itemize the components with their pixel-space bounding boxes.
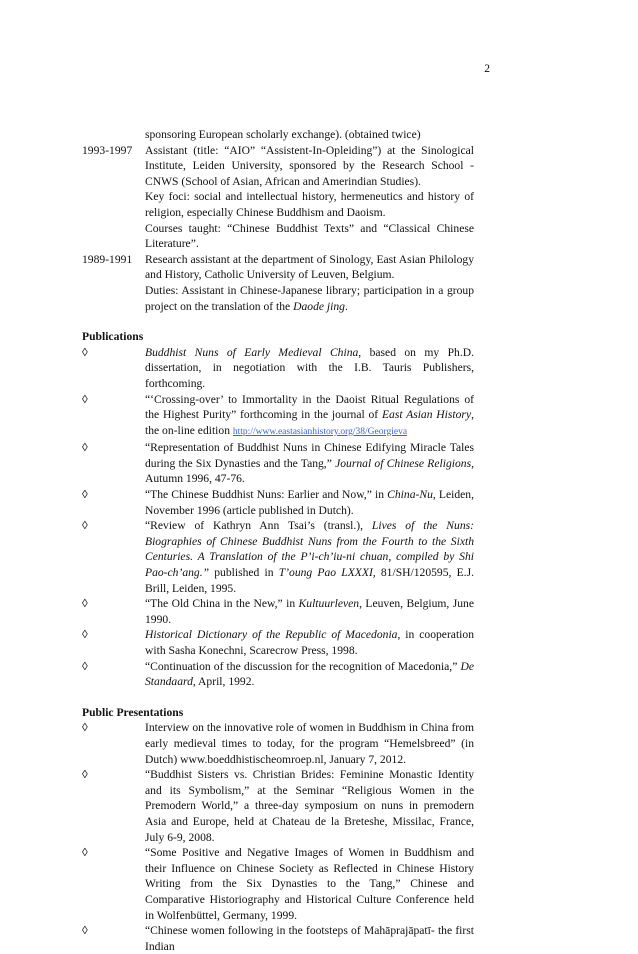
web-link[interactable]: http://www.eastasianhistory.org/38/Georgieva bbox=[232, 426, 408, 437]
publication-item-text bbox=[145, 596, 474, 627]
publication-item bbox=[82, 518, 474, 596]
page-number: 2 bbox=[484, 62, 490, 75]
text-segment: “Chinese women following in the footsteps of Mahāprajāpatī- the first Indian bbox=[145, 924, 474, 953]
cv-content bbox=[82, 127, 474, 954]
publication-item bbox=[82, 345, 474, 392]
presentation-item bbox=[82, 720, 474, 767]
publication-item bbox=[82, 659, 474, 690]
career-line: Key foci: social and intellectual history, hermeneutics and history of religion, especially Chinese Buddhism and Daoism. bbox=[145, 190, 474, 219]
career-entry bbox=[82, 252, 474, 314]
career-line: sponsoring European scholarly exchange). (obtained twice) bbox=[145, 128, 421, 141]
italic-title: De Standaard bbox=[145, 659, 474, 689]
career-line: Duties: Assistant in Chinese-Japanese library; participation in a group project on the translation of the Daode jing. bbox=[145, 283, 474, 313]
publication-item bbox=[82, 440, 474, 487]
career-period bbox=[82, 127, 145, 143]
presentation-item-text bbox=[145, 923, 474, 954]
text-segment: , Leuven, Belgium, June 1990. bbox=[145, 597, 474, 626]
career-description bbox=[145, 127, 474, 143]
bullet-icon: ◊ bbox=[82, 659, 88, 673]
publication-item-text bbox=[145, 487, 474, 518]
presentation-item bbox=[82, 845, 474, 923]
bullet-icon: ◊ bbox=[82, 488, 88, 502]
publication-item-text bbox=[145, 392, 474, 441]
text-segment: 81/SH/120595, E.J. Brill, Leiden, 1995. bbox=[145, 566, 474, 595]
text-segment: , Autumn 1996, 47-76. bbox=[145, 456, 474, 486]
text-segment: , based on my Ph.D. dissertation, in negotiation with the I.B. Tauris Publishers, forthcoming. bbox=[145, 345, 474, 390]
italic-title: East Asian History bbox=[381, 408, 472, 422]
italic-title: Kultuurleven bbox=[298, 597, 360, 611]
text-segment: “The Old China in the New,” in bbox=[145, 597, 299, 611]
presentations-heading: Public Presentations bbox=[82, 705, 184, 719]
text-segment: “The Chinese Buddhist Nuns: Earlier and Now,” in bbox=[145, 488, 388, 502]
bullet-icon: ◊ bbox=[82, 924, 88, 938]
bullet-icon: ◊ bbox=[82, 768, 88, 782]
text-segment: “Review of Kathryn Ann Tsai’s (transl.), bbox=[145, 519, 372, 533]
career-entry bbox=[82, 143, 474, 252]
career-period: 1993-1997 bbox=[82, 143, 133, 157]
text-segment: , April, 1992. bbox=[192, 675, 255, 689]
text-segment: “Buddhist Sisters vs. Christian Brides: Feminine Monastic Identity and its Symbolism,” at the Seminar “Religious Women in the Premodern World,” a three-day symposium on nuns in premodern Asia and Europe, held at Chateau de la Breteshe, Missilac, France, July 6-9, 2008. bbox=[145, 768, 474, 844]
bullet-icon: ◊ bbox=[82, 721, 88, 735]
italic-title: Buddhist Nuns of Early Medieval China bbox=[145, 345, 359, 359]
bullet-icon: ◊ bbox=[82, 392, 88, 406]
publication-item bbox=[82, 392, 474, 441]
text-segment: “Some Positive and Negative Images of Women in Buddhism and their Influence on Chinese Society as Reflected in Chinese History Writing from the Six Dynasties to the Tang,” Chinese and Comparative Historiography and Historical Culture Conference held in Wolfenbüttel, Germany, 1999. bbox=[145, 846, 474, 922]
bullet-icon: ◊ bbox=[82, 441, 88, 455]
publication-item bbox=[82, 627, 474, 658]
presentation-item bbox=[82, 767, 474, 845]
career-line: Assistant (title: “AIO” “Assistent-In-Opleiding”) at the Sinological Institute, Leiden University, sponsored by the Research School - CNWS (School of Asian, African and Amerindian Studies). bbox=[145, 143, 474, 188]
publication-item bbox=[82, 487, 474, 518]
career-description bbox=[145, 252, 474, 314]
career-line: Courses taught: “Chinese Buddhist Texts” and “Classical Chinese Literature”. bbox=[145, 221, 474, 251]
publications-heading: Publications bbox=[82, 330, 144, 344]
italic-title: Lives of the Nuns: Biographies of Chinese Buddhist Nuns from the Fourth to the Sixth Centuries. A Translation of the P’i-ch’iu-ni chuan, compiled by Shi Pao-ch’ang.” bbox=[145, 519, 474, 580]
bullet-icon: ◊ bbox=[82, 519, 88, 533]
text-segment: , in cooperation with Sasha Konechni, Scarecrow Press, 1998. bbox=[145, 628, 474, 657]
text-segment: , Leiden, November 1996 (article published in Dutch). bbox=[145, 488, 474, 517]
bullet-icon: ◊ bbox=[82, 846, 88, 860]
italic-title: China-Nu bbox=[387, 488, 433, 502]
publication-item bbox=[82, 596, 474, 627]
career-description bbox=[145, 143, 474, 252]
bullet-icon: ◊ bbox=[82, 597, 88, 611]
career-entry bbox=[82, 127, 474, 143]
italic-title: Historical Dictionary of the Republic of Macedonia bbox=[145, 628, 398, 642]
presentation-item-text bbox=[145, 767, 474, 845]
text-segment: , the on-line edition bbox=[145, 408, 474, 437]
bullet-icon: ◊ bbox=[82, 345, 88, 359]
text-segment: “Representation of Buddhist Nuns in Chinese Edifying Miracle Tales during the Six Dynasties and the Tang,” bbox=[145, 441, 474, 470]
career-period: 1989-1991 bbox=[82, 252, 133, 266]
text-segment: “‘Crossing-over’ to Immortality in the Daoist Ritual Regulations of the Highest Purity” forthcoming in the journal of bbox=[145, 392, 474, 422]
publication-item-text bbox=[145, 659, 474, 690]
presentations-list bbox=[82, 720, 474, 954]
career-section bbox=[82, 127, 474, 314]
text-segment: published in bbox=[209, 566, 279, 580]
publications-list bbox=[82, 345, 474, 690]
publication-item-text bbox=[145, 627, 474, 658]
text-segment: “Continuation of the discussion for the recognition of Macedonia,” bbox=[145, 659, 461, 673]
italic-title: T’oung Pao LXXXI, bbox=[278, 566, 376, 580]
bullet-icon: ◊ bbox=[82, 628, 88, 642]
publication-item-text bbox=[145, 440, 474, 487]
presentation-item-text bbox=[145, 845, 474, 923]
career-italic-title: Daode jing bbox=[293, 299, 345, 313]
publication-item-text bbox=[145, 345, 474, 392]
publication-item-text bbox=[145, 518, 474, 596]
presentation-item-text bbox=[145, 720, 474, 767]
italic-title: Journal of Chinese Religions bbox=[335, 456, 472, 470]
career-line: Research assistant at the department of Sinology, East Asian Philology and History, Catholic University of Leuven, Belgium. bbox=[145, 252, 474, 282]
text-segment: Interview on the innovative role of women in Buddhism in China from early medieval times to today, for the program “Hemelsbreed” (in Dutch) www.boeddhistischeomroep.nl, January 7, 2012. bbox=[145, 721, 474, 766]
presentation-item bbox=[82, 923, 474, 954]
